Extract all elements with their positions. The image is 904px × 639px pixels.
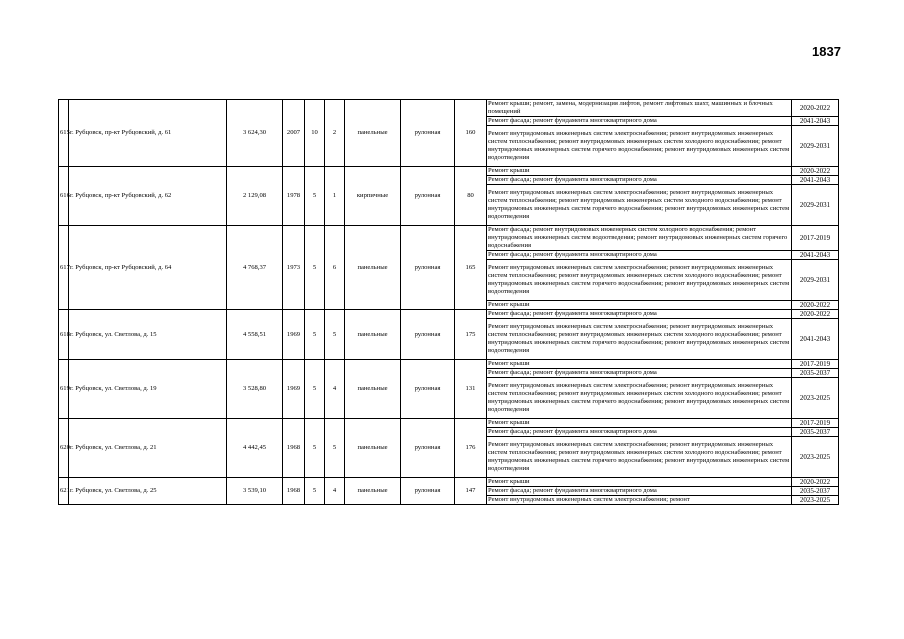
table-row bbox=[59, 167, 839, 176]
record-area: 4 558,51 bbox=[227, 310, 283, 360]
record-number: 621 bbox=[59, 478, 69, 505]
record-year: 1968 bbox=[283, 419, 305, 478]
record-apartments: 176 bbox=[455, 419, 487, 478]
record-roof-type: рулонная bbox=[401, 478, 455, 505]
work-period: 2029-2031 bbox=[792, 260, 839, 301]
page-number: 1837 bbox=[812, 44, 841, 59]
record-area: 4 442,45 bbox=[227, 419, 283, 478]
record-entrances: 2 bbox=[325, 100, 345, 167]
record-apartments: 80 bbox=[455, 167, 487, 226]
record-wall-material: кирпичные bbox=[345, 167, 401, 226]
work-period: 2020-2022 bbox=[792, 100, 839, 117]
record-roof-type: рулонная bbox=[401, 167, 455, 226]
work-description: Ремонт внутридомовых инженерных систем электроснабжения; ремонт внутридомовых инженерных систем теплоснабжения; ремонт внутридомовых инженерных систем холодного водоснабжения; ремонт внутридомовых инженерных систем горячего водоснабжения; ремонт внутридомовых инженерных систем водоотведения bbox=[487, 378, 792, 419]
work-period: 2023-2025 bbox=[792, 378, 839, 419]
record-floors: 5 bbox=[305, 478, 325, 505]
record-roof-type: рулонная bbox=[401, 419, 455, 478]
table-body bbox=[59, 100, 839, 505]
record-entrances: 5 bbox=[325, 419, 345, 478]
record-year: 1973 bbox=[283, 226, 305, 310]
record-wall-material: панельные bbox=[345, 360, 401, 419]
record-floors: 10 bbox=[305, 100, 325, 167]
record-floors: 5 bbox=[305, 226, 325, 310]
record-address: г. Рубцовск, пр-кт Рубцовский, д. 64 bbox=[69, 226, 227, 310]
table-row bbox=[59, 226, 839, 251]
record-apartments: 175 bbox=[455, 310, 487, 360]
work-description: Ремонт фасада; ремонт фундамента многоквартирного дома bbox=[487, 176, 792, 185]
work-period: 2017-2019 bbox=[792, 226, 839, 251]
work-period: 2020-2022 bbox=[792, 167, 839, 176]
work-description: Ремонт фасада; ремонт фундамента многоквартирного дома bbox=[487, 251, 792, 260]
record-entrances: 4 bbox=[325, 478, 345, 505]
work-description: Ремонт фасада; ремонт фундамента многоквартирного дома bbox=[487, 310, 792, 319]
work-description: Ремонт крыши bbox=[487, 360, 792, 369]
table-row bbox=[59, 310, 839, 319]
record-floors: 5 bbox=[305, 419, 325, 478]
record-area: 3 539,10 bbox=[227, 478, 283, 505]
table-row bbox=[59, 478, 839, 487]
work-period: 2035-2037 bbox=[792, 428, 839, 437]
work-description: Ремонт крыши bbox=[487, 419, 792, 428]
work-description: Ремонт крыши; ремонт, замена, модернизация лифтов, ремонт лифтовых шахт, машинных и блочных помещений bbox=[487, 100, 792, 117]
record-apartments: 147 bbox=[455, 478, 487, 505]
record-number: 617 bbox=[59, 226, 69, 310]
work-period: 2041-2043 bbox=[792, 251, 839, 260]
work-description: Ремонт фасада; ремонт фундамента многоквартирного дома bbox=[487, 487, 792, 496]
record-roof-type: рулонная bbox=[401, 360, 455, 419]
record-number: 618 bbox=[59, 310, 69, 360]
work-description: Ремонт крыши bbox=[487, 301, 792, 310]
scan-edge-artifact bbox=[0, 0, 904, 8]
record-wall-material: панельные bbox=[345, 419, 401, 478]
record-address: г. Рубцовск, ул. Светлова, д. 21 bbox=[69, 419, 227, 478]
record-address: г. Рубцовск, ул. Светлова, д. 19 bbox=[69, 360, 227, 419]
record-floors: 5 bbox=[305, 167, 325, 226]
work-period: 2023-2025 bbox=[792, 437, 839, 478]
work-description: Ремонт внутридомовых инженерных систем электроснабжения; ремонт внутридомовых инженерных систем теплоснабжения; ремонт внутридомовых инженерных систем холодного водоснабжения; ремонт внутридомовых инженерных систем горячего водоснабжения; ремонт внутридомовых инженерных систем водоотведения bbox=[487, 319, 792, 360]
work-period: 2029-2031 bbox=[792, 185, 839, 226]
record-entrances: 6 bbox=[325, 226, 345, 310]
record-wall-material: панельные bbox=[345, 478, 401, 505]
record-roof-type: рулонная bbox=[401, 226, 455, 310]
work-period: 2029-2031 bbox=[792, 126, 839, 167]
table-row bbox=[59, 360, 839, 369]
record-floors: 5 bbox=[305, 310, 325, 360]
record-address: г. Рубцовск, ул. Светлова, д. 15 bbox=[69, 310, 227, 360]
work-description: Ремонт фасада; ремонт фундамента многоквартирного дома bbox=[487, 117, 792, 126]
work-period: 2035-2037 bbox=[792, 369, 839, 378]
work-period: 2017-2019 bbox=[792, 360, 839, 369]
record-wall-material: панельные bbox=[345, 310, 401, 360]
record-year: 1969 bbox=[283, 310, 305, 360]
record-roof-type: рулонная bbox=[401, 100, 455, 167]
work-period: 2041-2043 bbox=[792, 319, 839, 360]
record-year: 1969 bbox=[283, 360, 305, 419]
record-area: 2 129,08 bbox=[227, 167, 283, 226]
work-description: Ремонт внутридомовых инженерных систем электроснабжения; ремонт внутридомовых инженерных систем теплоснабжения; ремонт внутридомовых инженерных систем холодного водоснабжения; ремонт внутридомовых инженерных систем горячего водоснабжения; ремонт внутридомовых инженерных систем водоотведения bbox=[487, 260, 792, 301]
work-period: 2020-2022 bbox=[792, 310, 839, 319]
table-row bbox=[59, 419, 839, 428]
record-year: 2007 bbox=[283, 100, 305, 167]
record-wall-material: панельные bbox=[345, 226, 401, 310]
record-entrances: 5 bbox=[325, 310, 345, 360]
work-description: Ремонт фасада; ремонт внутридомовых инженерных систем холодного водоснабжения; ремонт внутридомовых инженерных систем водоотведения; ремонт внутридомовых инженерных систем горячего водоснабжения bbox=[487, 226, 792, 251]
record-number: 619 bbox=[59, 360, 69, 419]
record-number: 615 bbox=[59, 100, 69, 167]
record-year: 1968 bbox=[283, 478, 305, 505]
record-roof-type: рулонная bbox=[401, 310, 455, 360]
work-description: Ремонт внутридомовых инженерных систем электроснабжения; ремонт внутридомовых инженерных систем теплоснабжения; ремонт внутридомовых инженерных систем холодного водоснабжения; ремонт внутридомовых инженерных систем горячего водоснабжения; ремонт внутридомовых инженерных систем водоотведения bbox=[487, 437, 792, 478]
work-description: Ремонт фасада; ремонт фундамента многоквартирного дома bbox=[487, 428, 792, 437]
housing-repair-table bbox=[58, 99, 839, 505]
record-entrances: 4 bbox=[325, 360, 345, 419]
record-area: 3 528,80 bbox=[227, 360, 283, 419]
work-description: Ремонт внутридомовых инженерных систем электроснабжения; ремонт внутридомовых инженерных систем теплоснабжения; ремонт внутридомовых инженерных систем холодного водоснабжения; ремонт внутридомовых инженерных систем горячего водоснабжения; ремонт внутридомовых инженерных систем водоотведения bbox=[487, 126, 792, 167]
record-apartments: 165 bbox=[455, 226, 487, 310]
work-period: 2017-2019 bbox=[792, 419, 839, 428]
record-address: г. Рубцовск, пр-кт Рубцовский, д. 61 bbox=[69, 100, 227, 167]
table-row bbox=[59, 100, 839, 117]
work-period: 2023-2025 bbox=[792, 496, 839, 505]
record-area: 3 624,30 bbox=[227, 100, 283, 167]
record-apartments: 131 bbox=[455, 360, 487, 419]
work-period: 2020-2022 bbox=[792, 478, 839, 487]
record-number: 620 bbox=[59, 419, 69, 478]
work-description: Ремонт внутридомовых инженерных систем электроснабжения; ремонт внутридомовых инженерных систем теплоснабжения; ремонт внутридомовых инженерных систем холодного водоснабжения; ремонт внутридомовых инженерных систем горячего водоснабжения; ремонт внутридомовых инженерных систем водоотведения bbox=[487, 185, 792, 226]
record-entrances: 1 bbox=[325, 167, 345, 226]
work-description: Ремонт крыши bbox=[487, 478, 792, 487]
record-address: г. Рубцовск, пр-кт Рубцовский, д. 62 bbox=[69, 167, 227, 226]
record-number: 616 bbox=[59, 167, 69, 226]
work-period: 2035-2037 bbox=[792, 487, 839, 496]
record-area: 4 768,37 bbox=[227, 226, 283, 310]
record-year: 1978 bbox=[283, 167, 305, 226]
record-address: г. Рубцовск, ул. Светлова, д. 25 bbox=[69, 478, 227, 505]
work-period: 2041-2043 bbox=[792, 176, 839, 185]
record-wall-material: панельные bbox=[345, 100, 401, 167]
work-description: Ремонт внутридомовых инженерных систем электроснабжения; ремонт bbox=[487, 496, 792, 505]
work-description: Ремонт фасада; ремонт фундамента многоквартирного дома bbox=[487, 369, 792, 378]
work-description: Ремонт крыши bbox=[487, 167, 792, 176]
work-period: 2020-2022 bbox=[792, 301, 839, 310]
work-period: 2041-2043 bbox=[792, 117, 839, 126]
record-floors: 5 bbox=[305, 360, 325, 419]
record-apartments: 160 bbox=[455, 100, 487, 167]
